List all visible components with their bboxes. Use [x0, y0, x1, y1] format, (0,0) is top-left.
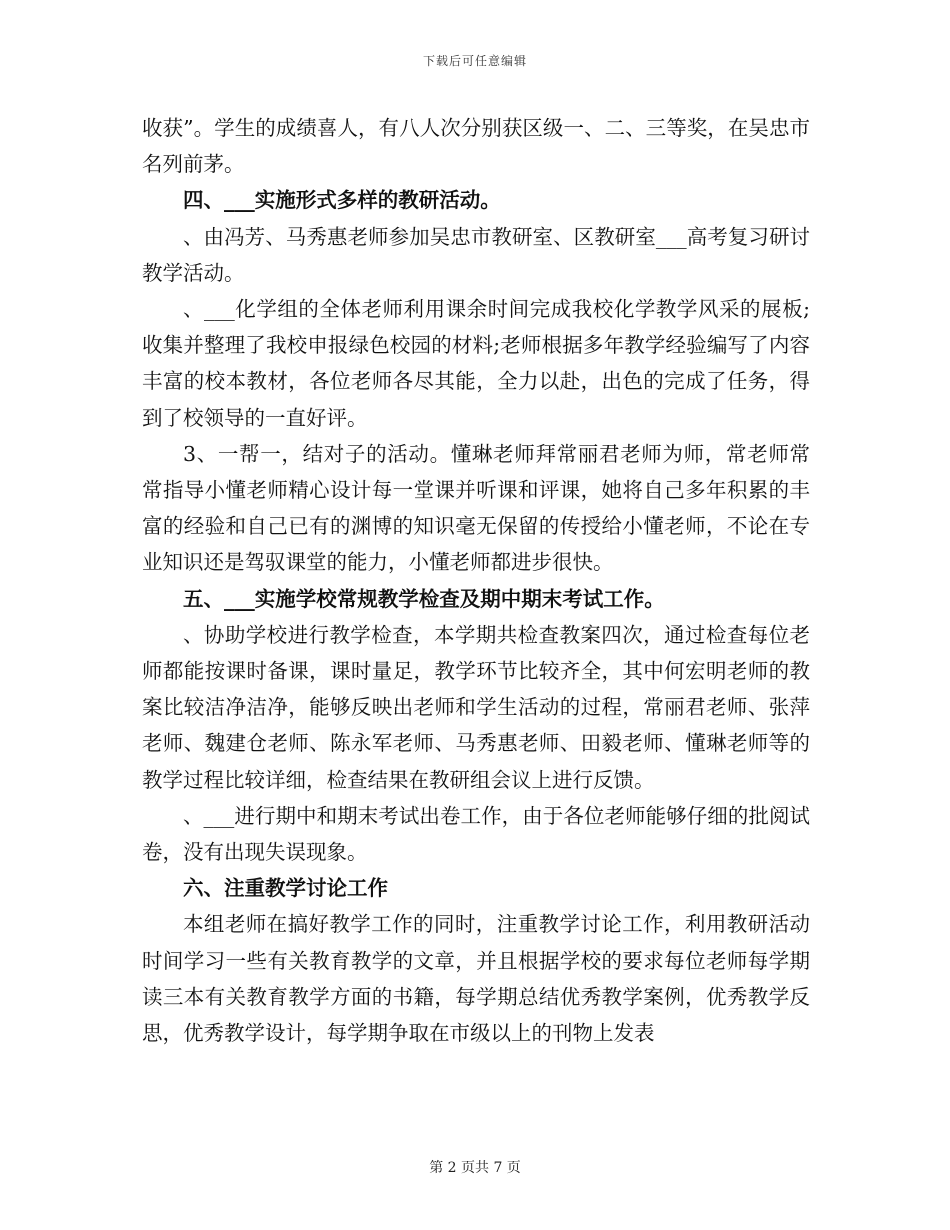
paragraph-2: 、由冯芳、马秀惠老师参加吴忠市教研室、区教研室___高考复习研讨教学活动。: [142, 224, 810, 285]
page-number-footer: 第 2 页共 7 页: [429, 1160, 521, 1176]
section-heading-4: 四、___实施形式多样的教研活动。: [183, 188, 501, 213]
section-heading-6: 六、注重教学讨论工作: [183, 876, 388, 901]
paragraph-3: 、___化学组的全体老师利用课余时间完成我校化学教学风采的展板;收集并整理了我校申报绿色校园的材料;老师根据多年教学经验编写了内容丰富的校本教材，各位老师各尽其能，全力以赴，出色的完成了任务，得到了校领导的一直好评。: [142, 297, 810, 430]
paragraph-4: 3、一帮一，结对子的活动。懂琳老师拜常丽君老师为师，常老师常常指导小懂老师精心设计每一堂课并听课和评课，她将自己多年积累的丰富的经验和自己已有的渊博的知识毫无保留的传授给小懂老师，不论在专业知识还是驾驭课堂的能力，小懂老师都进步很快。: [142, 441, 810, 575]
paragraph-1: 收获”。学生的成绩喜人，有八人次分别获区级一、二、三等奖，在吴忠市名列前茅。: [142, 116, 810, 177]
paragraph-6: 、___进行期中和期末考试出卷工作，由于各位老师能够仔细的批阅试卷，没有出现失误现象。: [142, 803, 810, 865]
paragraph-5: 、协助学校进行教学检查，本学期共检查教案四次，通过检查每位老师都能按课时备课，课时量足，教学环节比较齐全，其中何宏明老师的教案比较洁净洁净，能够反映出老师和学生活动的过程，常丽君老师、张萍老师、魏建仓老师、陈永军老师、马秀惠老师、田毅老师、懂琳老师等的教学过程比较详细，检查结果在教研组会议上进行反馈。: [142, 622, 810, 792]
section-heading-5: 五、___实施学校常规教学检查及期中期末考试工作。: [183, 586, 665, 611]
page-header: 下载后可任意编辑: [422, 54, 527, 68]
document-body: [142, 110, 810, 1051]
paragraph-7: 本组老师在搞好教学工作的同时，注重教学讨论工作，利用教研活动时间学习一些有关教育教学的文章，并且根据学校的要求每位老师每学期读三本有关教育教学方面的书籍，每学期总结优秀教学案例，优秀教学反思，优秀教学设计，每学期争取在市级以上的刊物上发表: [142, 912, 810, 1046]
